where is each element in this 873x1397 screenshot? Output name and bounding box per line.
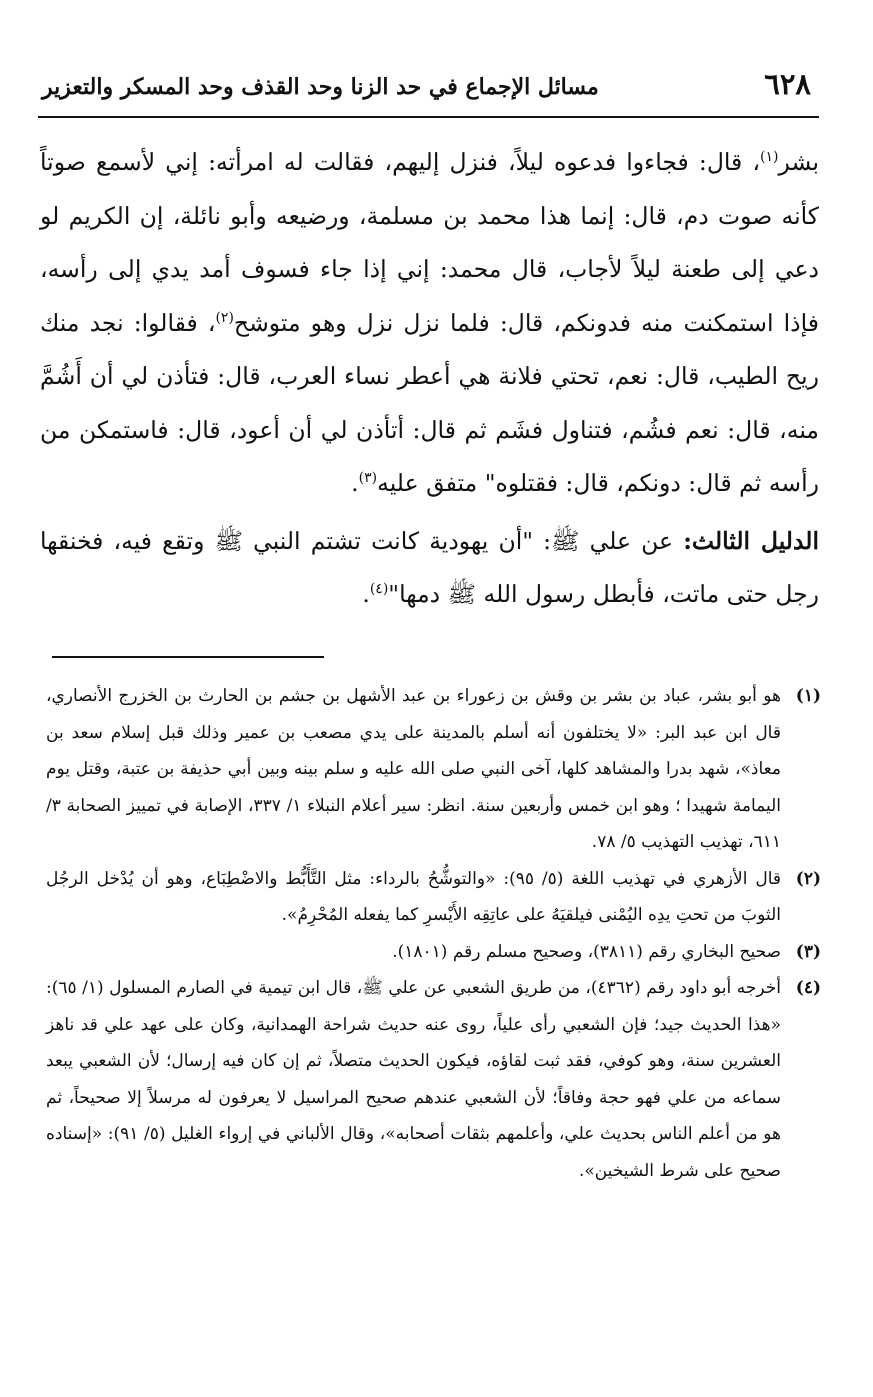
- footnote-text: أخرجه أبو داود رقم (٤٣٦٢)، من طريق الشعبي عن علي ﷺ، قال ابن تيمية في الصارم المسلول (١/ ٦٥): «هذا الحديث جيد؛ فإن الشعبي رأى علياً، روى عنه حديث شراحة الهمدانية، وكان على عهد علي قد ناهز العشرين سنة، وهو كوفي، فقد ثبت لقاؤه، فيكون الحديث متصلاً، ثم إن كان فيه إرسال؛ لأن الشعبي يبعد سماعه من علي فهو حجة وفاقاً؛ لأن الشعبي عندهم صحيح المراسيل لا يعرفون له مرسلاً إلا صحيحاً، ثم هو من أعلم الناس بحديث علي، وأعلمهم بثقات أصحابه»، وقال الألباني في إرواء الغليل (٥/ ٩١): «إسناده صحيح على شرط الشيخين».: [46, 978, 781, 1181]
- footnote: [46, 861, 821, 934]
- text-segment: .: [362, 580, 370, 608]
- footnote-text: قال الأزهري في تهذيب اللغة (٥/ ٩٥): «والتوشُّحُ بالرداء: مثل التَّأَبُّط والاضْطِبَاع، وهو أن يُدْخل الرجُل الثوبَ من تحتِ يدِه اليُمْنى فيلقيَهُ على عاتِقِه الأَيْسرِ كما يفعله المُحْرِمُ».: [46, 868, 781, 925]
- text-segment: عن علي ﷺ: "أن يهودية كانت تشتم النبي ﷺ وتقع فيه، فخنقها رجل حتى ماتت، فأبطل رسول الله ﷺ دمها": [40, 526, 819, 608]
- footnote: [46, 934, 821, 971]
- text-segment: ، فقالوا: نجد منك ريح الطيب، قال: نعم، تحتي فلانة هي أعطر نساء العرب، قال: فتأذن لي أن أَشُمَّ منه، قال: نعم فشُم، فتناول فشَم ثم قال: أتأذن لي أن أعود، قال: فاستمكن من رأسه ثم قال: دونكم، قال: فقتلوه" متفق عليه: [40, 308, 819, 497]
- evidence-label: الدليل الثالث:: [683, 526, 819, 555]
- footnote: [46, 678, 821, 861]
- footnote-ref-2: (٢): [215, 309, 234, 326]
- footnote-divider: [52, 656, 324, 658]
- footnotes: [46, 678, 821, 1189]
- footnote-ref-3: (٣): [358, 470, 378, 487]
- page-number: ٦٢٨: [764, 67, 811, 101]
- footnote-ref-4: (٤): [369, 581, 389, 598]
- footnote-number: (١): [795, 686, 821, 706]
- main-text: [40, 136, 819, 622]
- text-segment: ، قال: فجاءوا فدعوه ليلاً، فنزل إليهم، فقالت له امرأته: إني لأسمع صوتاً كأنه صوت دم، قال: إنما هذا محمد بن مسلمة، ورضيعه وأبو نائلة، إن الكريم لو دعي إلى طعنة ليلاً لأجاب، قال محمد: إني إذا جاء فسوف أمد يدي إلى رأسه، فإذا استمكنت منه فدونكم، قال: فلما نزل نزل وهو متوشح: [40, 148, 819, 337]
- text-segment: بشر: [778, 148, 819, 176]
- footnote-number: (٢): [795, 868, 821, 889]
- main-paragraph: [40, 136, 819, 511]
- running-title: مسائل الإجماع في حد الزنا وحد القذف وحد المسكر والتعزير: [42, 74, 599, 100]
- footnote-text: هو أبو بشر، عباد بن بشر بن وقش بن زعوراء بن عبد الأشهل بن جشم بن الحارث بن الخزرج الأنصاري، قال ابن عبد البر: «لا يختلفون أنه أسلم بالمدينة على يدي مصعب بن عمير وذلك قبل إسلام سعد بن معاذ»، شهد بدرا والمشاهد كلها، آخى النبي صلى الله عليه و سلم بينه وبين أبي حذيفة بن عتبة، وقتل يوم اليمامة شهيدا ؛ وهو ابن خمس وأربعين سنة. انظر: سير أعلام النبلاء ١/ ٣٣٧، الإصابة في تمييز الصحابة ٣/ ٦١١، تهذيب التهذيب ٥/ ٧٨.: [46, 686, 781, 852]
- footnote: [46, 970, 821, 1189]
- footnote-ref-1: (١): [760, 149, 779, 166]
- footnote-number: (٣): [795, 941, 821, 962]
- page-header: [38, 60, 819, 118]
- evidence-paragraph: [40, 515, 819, 622]
- footnote-text: صحيح البخاري رقم (٣٨١١)، وصحيح مسلم رقم (١٨٠١).: [392, 941, 781, 962]
- footnote-number: (٤): [795, 978, 821, 998]
- text-segment: .: [351, 469, 359, 497]
